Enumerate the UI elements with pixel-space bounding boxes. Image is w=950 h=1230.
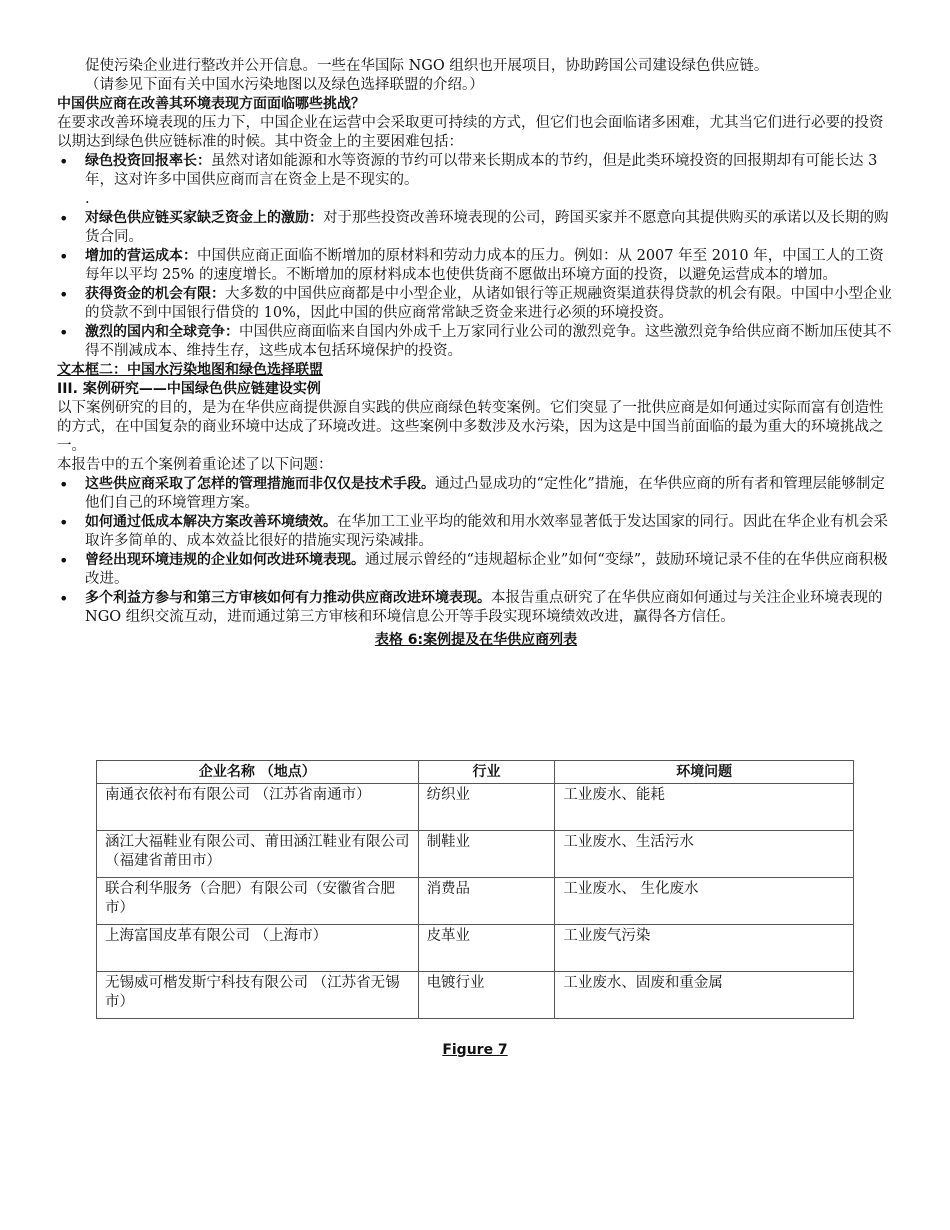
table-cell: 涵江大福鞋业有限公司、莆田涵江鞋业有限公司 （福建省莆田市） xyxy=(97,831,419,878)
textbox-title-link[interactable]: 文本框二：中国水污染地图和绿色选择联盟 xyxy=(57,362,323,378)
list-item xyxy=(57,209,895,247)
table-cell: 上海富国皮革有限公司 （上海市） xyxy=(97,925,419,972)
list-item-text: 在华加工工业平均的能效和用水效率显著低于发达国家的同行。因此在华企业有机会采取许多简单的、成本效益比很好的措施实现污染减排。 xyxy=(85,514,888,549)
table-cell: 纺织业 xyxy=(418,784,555,831)
stray-mark: . xyxy=(85,191,90,207)
list-item-title: 绿色投资回报率长： xyxy=(85,153,211,169)
table-cell: 工业废水、固废和重金属 xyxy=(555,972,854,1019)
list-item-text: 本报告重点研究了在华供应商如何通过与关注企业环境表现的 NGO 组织交流互动，进而通过第三方审核和环境信息公开等手段实现环境绩效改进，赢得各方信任。 xyxy=(85,590,883,625)
list-item-title: 如何通过低成本解决方案改善环境绩效。 xyxy=(85,514,337,530)
table-cell: 消费品 xyxy=(418,878,555,925)
bullet-icon: • xyxy=(59,209,69,228)
challenges-heading: 中国供应商在改善其环境表现方面面临哪些挑战？ xyxy=(57,96,365,112)
bullet-icon: • xyxy=(59,285,69,304)
list-item-title: 这些供应商采取了怎样的管理措施而非仅仅是技术手段。 xyxy=(85,476,435,492)
bullet-icon: • xyxy=(59,247,69,266)
table-cell: 电镀行业 xyxy=(418,972,555,1019)
table-row xyxy=(97,831,854,878)
column-header-company: 企业名称 （地点） xyxy=(97,761,419,784)
table-cell: 工业废水、 生化废水 xyxy=(555,878,854,925)
list-item xyxy=(57,323,895,361)
section3-lead: 本报告中的五个案例着重论述了以下问题： xyxy=(57,457,333,473)
list-item-title: 对绿色供应链买家缺乏资金上的激励： xyxy=(85,210,323,226)
table-cell: 皮革业 xyxy=(418,925,555,972)
table-cell: 南通衣依衬布有限公司 （江苏省南通市） xyxy=(97,784,419,831)
column-header-industry: 行业 xyxy=(418,761,555,784)
list-item xyxy=(57,551,895,589)
list-item-title: 激烈的国内和全球竞争： xyxy=(85,324,239,340)
intro-line-2: （请参见下面有关中国水污染地图以及绿色选择联盟的介绍。） xyxy=(85,77,484,93)
challenges-list-continued xyxy=(57,209,895,361)
column-header-issue: 环境问题 xyxy=(555,761,854,784)
bullet-icon: • xyxy=(59,152,69,171)
list-item xyxy=(57,513,895,551)
list-item-text: 对于那些投资改善环境表现的公司，跨国买家并不愿意向其提供购买的承诺以及长期的购货合同。 xyxy=(85,210,889,245)
list-item xyxy=(57,475,895,513)
bullet-icon: • xyxy=(59,589,69,608)
section3-heading: III. 案例研究——中国绿色供应链建设实例 xyxy=(57,381,321,397)
table-header-row xyxy=(97,761,854,784)
table-cell: 工业废气污染 xyxy=(555,925,854,972)
bullet-icon: • xyxy=(59,475,69,494)
table-caption: 表格 6:案例提及在华供应商列表 xyxy=(374,632,578,648)
intro-line-1: 促使污染企业进行整改并公开信息。一些在华国际 NGO 组织也开展项目，协助跨国公司建设绿色供应链。 xyxy=(85,58,769,74)
list-item xyxy=(57,589,895,627)
table-row xyxy=(97,784,854,831)
list-item-title: 增加的营运成本： xyxy=(85,248,197,264)
bullet-icon: • xyxy=(59,323,69,342)
list-item xyxy=(57,247,895,285)
list-item-text: 大多数的中国供应商都是中小型企业，从诸如银行等正规融资渠道获得贷款的机会有限。中国中小型企业的贷款不到中国银行借贷的 10%，因此中国的供应商常常缺乏资金来进行必须的环境投资。 xyxy=(85,286,892,321)
bullet-icon: • xyxy=(59,513,69,532)
list-item-title: 获得资金的机会有限： xyxy=(85,286,225,302)
table-cell: 联合利华服务（合肥）有限公司（安徽省合肥市） xyxy=(97,878,419,925)
section3-paragraph: 以下案例研究的目的，是为在华供应商提供源自实践的供应商绿色转变案例。它们突显了一批供应商是如何通过实际而富有创造性的方式，在中国复杂的商业环境中达成了环境改进。这些案例中多数涉及水污染，因为这是中国当前面临的最为重大的环境挑战之一。 xyxy=(57,400,884,454)
list-item-text: 中国供应商正面临不断增加的原材料和劳动力成本的压力。例如：从 2007 年至 2010 年，中国工人的工资每年以平均 25% 的速度增长。不断增加的原材料成本也使供货商不愿做出环境方面的投资，以避免运营成本的增加。 xyxy=(85,248,884,283)
table-cell: 工业废水、能耗 xyxy=(555,784,854,831)
figure-label: Figure 7 xyxy=(442,1042,508,1058)
table-cell: 无锡威可楷发斯宁科技有限公司 （江苏省无锡市） xyxy=(97,972,419,1019)
list-item-title: 多个利益方参与和第三方审核如何有力推动供应商改进环境表现。 xyxy=(85,590,491,606)
list-item xyxy=(57,285,895,323)
supplier-table xyxy=(96,760,854,1019)
table-row xyxy=(97,925,854,972)
list-item-text: 通过凸显成功的“定性化”措施，在华供应商的所有者和管理层能够制定他们自己的环境管理方案。 xyxy=(85,476,885,511)
list-item-text: 虽然对诸如能源和水等资源的节约可以带来长期成本的节约，但是此类环境投资的回报期却有可能长达 3 年，这对许多中国供应商而言在资金上是不现实的。 xyxy=(85,153,878,188)
challenges-list xyxy=(57,152,895,190)
challenges-paragraph: 在要求改善环境表现的压力下，中国企业在运营中会采取更可持续的方式，但它们也会面临诸多困难，尤其当它们进行必要的投资以期达到绿色供应链标准的时候。其中资金上的主要困难包括： xyxy=(57,115,884,150)
list-item xyxy=(57,152,895,190)
table-cell: 制鞋业 xyxy=(418,831,555,878)
list-item-title: 曾经出现环境违规的企业如何改进环境表现。 xyxy=(85,552,365,568)
bullet-icon: • xyxy=(59,551,69,570)
list-item-text: 通过展示曾经的“违规超标企业”如何“变绿”，鼓励环境记录不佳的在华供应商积极改进。 xyxy=(85,552,888,587)
table-cell: 工业废水、生活污水 xyxy=(555,831,854,878)
case-issues-list xyxy=(57,475,895,627)
table-row xyxy=(97,972,854,1019)
document-page xyxy=(57,57,895,650)
list-item-text: 中国供应商面临来自国内外成千上万家同行业公司的激烈竞争。这些激烈竞争给供应商不断加压使其不得不削减成本、维持生存，这些成本包括环境保护的投资。 xyxy=(85,324,892,359)
table-row xyxy=(97,878,854,925)
